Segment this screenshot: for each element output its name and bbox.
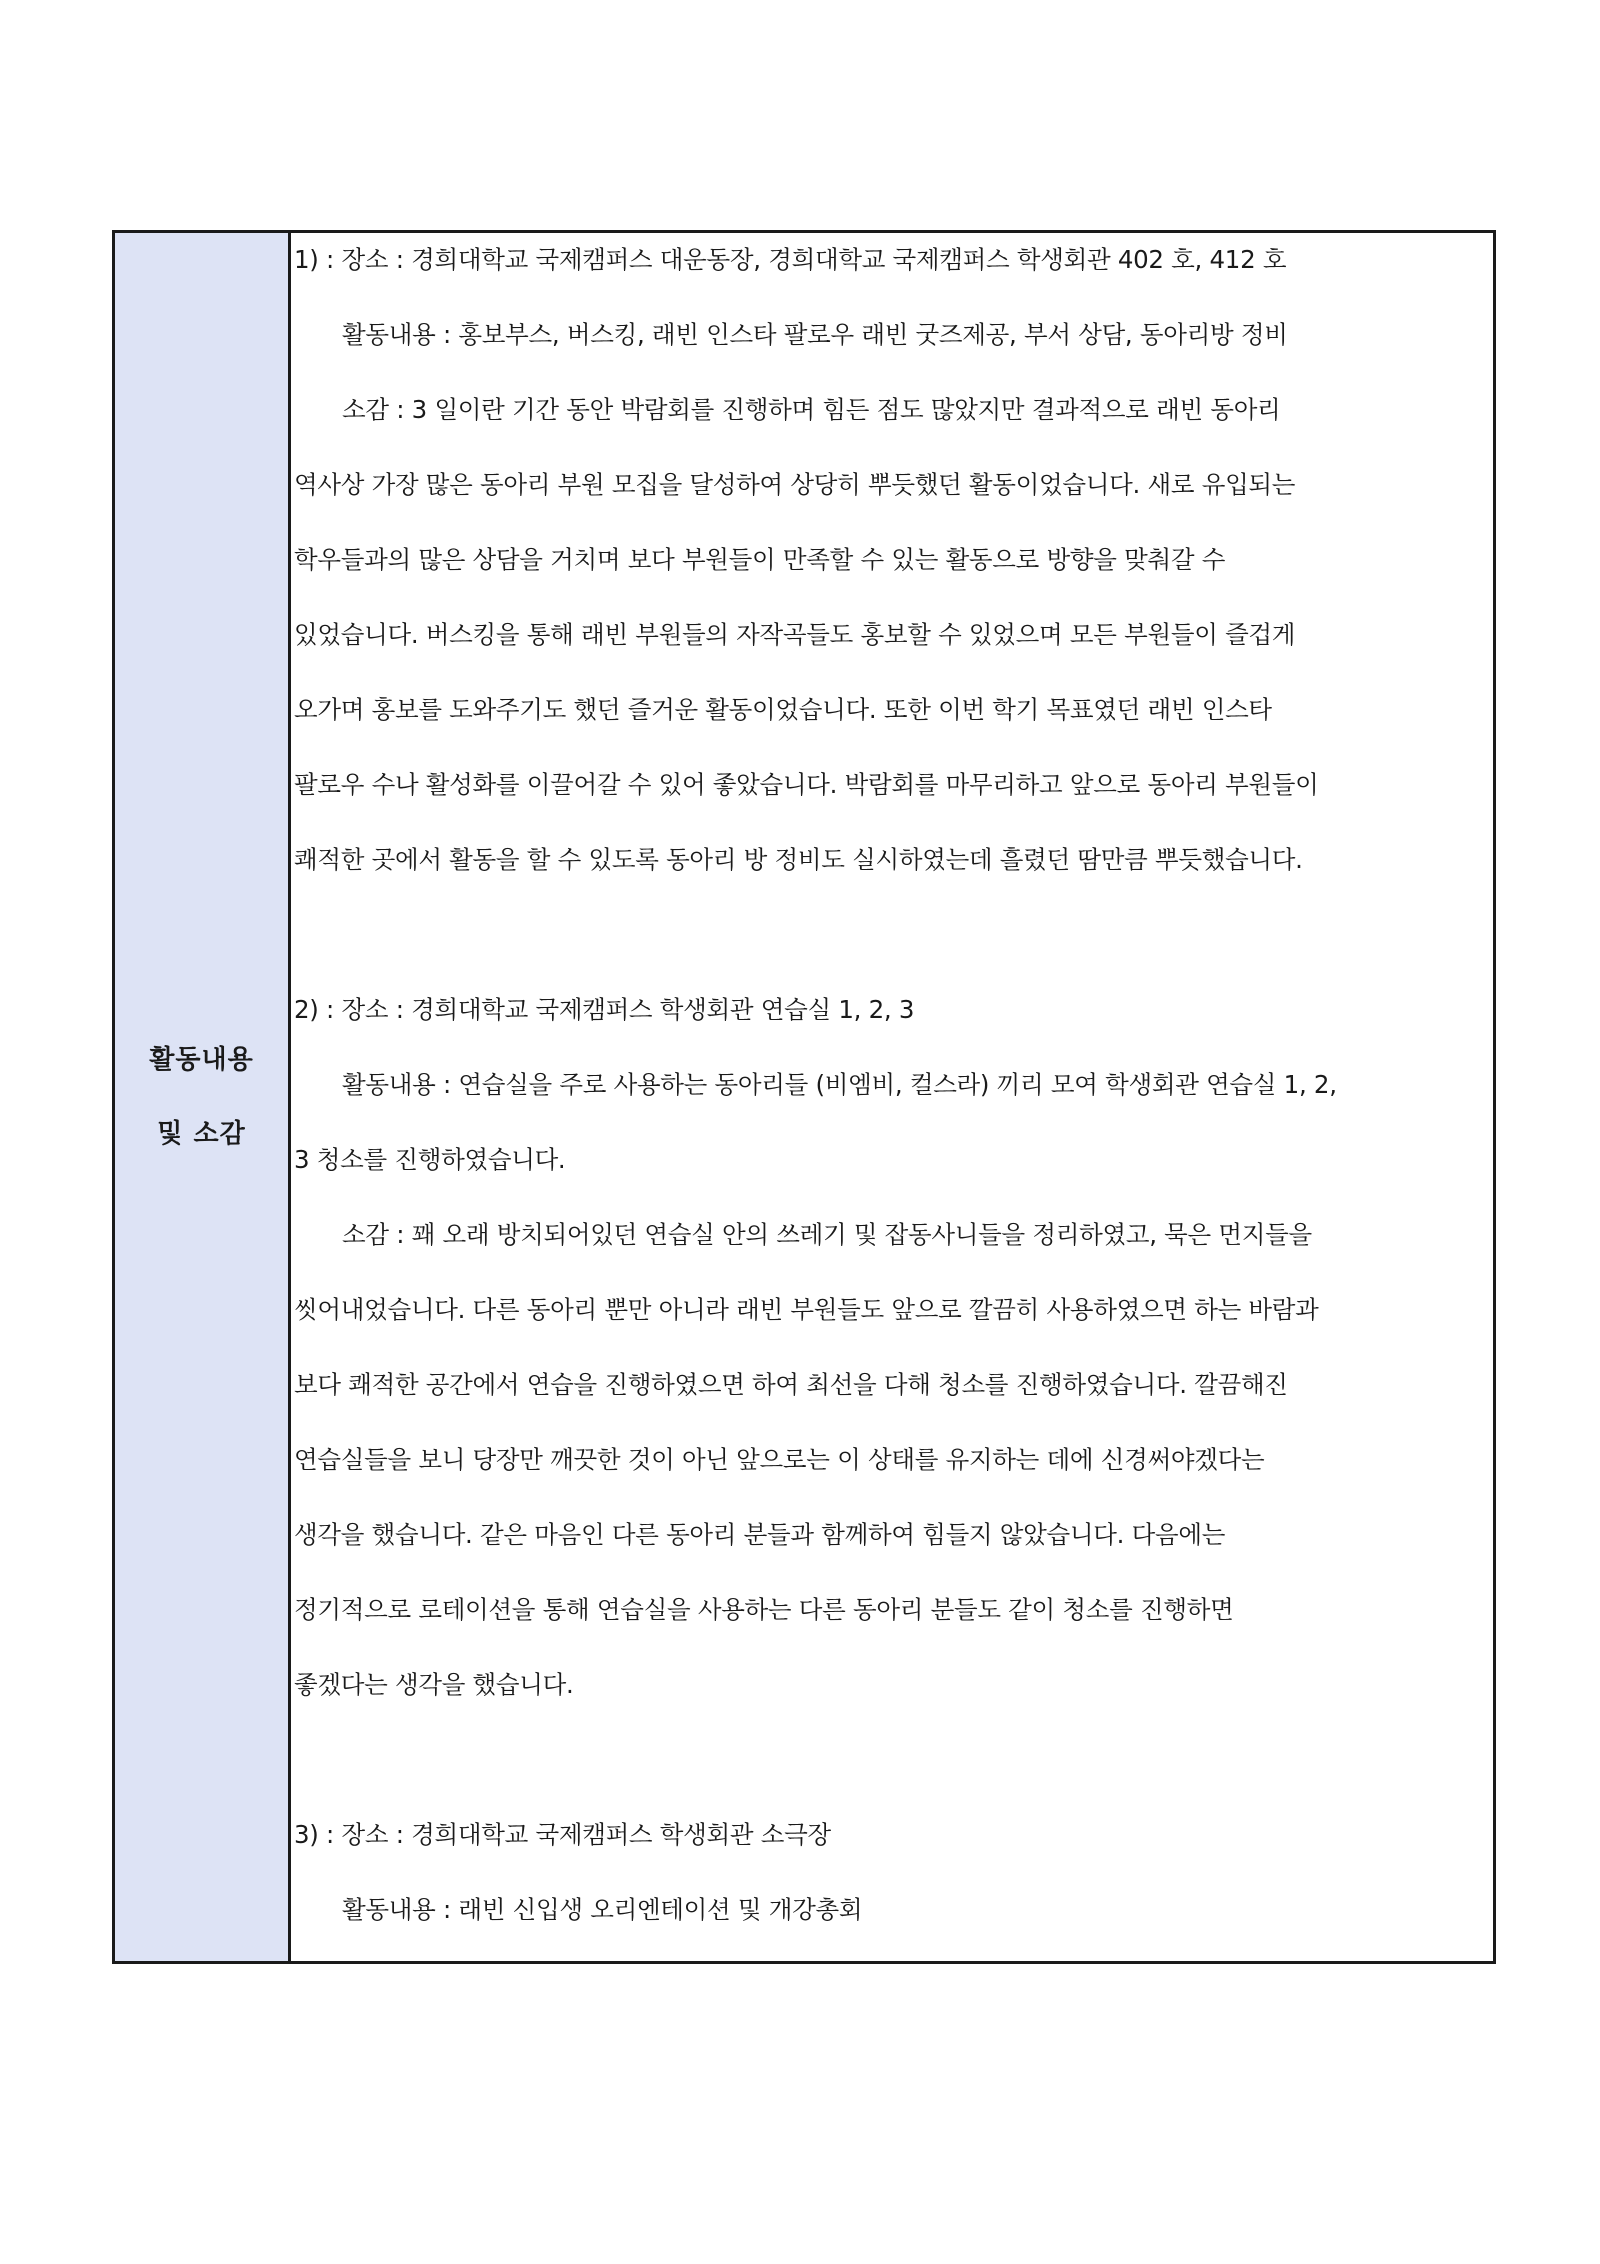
content-line: 역사상 가장 많은 동아리 부원 모집을 달성하여 상당히 뿌듯했던 활동이었습니다. 새로 유입되는 [294, 470, 1296, 499]
content-line: 좋겠다는 생각을 했습니다. [294, 1670, 574, 1699]
activity-content-cell [291, 233, 1493, 1961]
content-line: 쾌적한 곳에서 활동을 할 수 있도록 동아리 방 정비도 실시하였는데 흘렸던 땀만큼 뿌듯했습니다. [294, 845, 1303, 874]
content-line: 3 청소를 진행하였습니다. [294, 1145, 566, 1174]
content-line [294, 910, 1487, 985]
content-line: 생각을 했습니다. 같은 마음인 다른 동아리 분들과 함께하여 힘들지 않았습니다. 다음에는 [294, 1520, 1226, 1549]
section-label-line-2: 및 소감 [157, 1119, 246, 1149]
content-line: 팔로우 수나 활성화를 이끌어갈 수 있어 좋았습니다. 박람회를 마무리하고 앞으로 동아리 부원들이 [294, 770, 1319, 799]
content-line: 학우들과의 많은 상담을 거치며 보다 부원들이 만족할 수 있는 활동으로 방향을 맞춰갈 수 [294, 545, 1226, 574]
content-line: 있었습니다. 버스킹을 통해 래빈 부원들의 자작곡들도 홍보할 수 있었으며 모든 부원들이 즐겁게 [294, 620, 1296, 649]
content-line: 활동내용 : 래빈 신입생 오리엔테이션 및 개강총회 [342, 1895, 863, 1924]
content-line: 연습실들을 보니 당장만 깨끗한 것이 아닌 앞으로는 이 상태를 유지하는 데에 신경써야겠다는 [294, 1445, 1265, 1474]
content-line: 1) : 장소 : 경희대학교 국제캠퍼스 대운동장, 경희대학교 국제캠퍼스 학생회관 402 호, 412 호 [294, 245, 1287, 274]
section-label-line-1: 활동내용 [149, 1045, 254, 1075]
section-label-cell [115, 233, 291, 1961]
content-line: 소감 : 꽤 오래 방치되어있던 연습실 안의 쓰레기 및 잡동사니들을 정리하였고, 묵은 먼지들을 [342, 1220, 1312, 1249]
content-line: 3) : 장소 : 경희대학교 국제캠퍼스 학생회관 소극장 [294, 1820, 831, 1849]
content-line: 2) : 장소 : 경희대학교 국제캠퍼스 학생회관 연습실 1, 2, 3 [294, 995, 915, 1024]
content-line: 소감 : 3 일이란 기간 동안 박람회를 진행하며 힘든 점도 많았지만 결과적으로 래빈 동아리 [342, 395, 1281, 424]
content-line: 활동내용 : 연습실을 주로 사용하는 동아리들 (비엠비, 컬스라) 끼리 모여 학생회관 연습실 1, 2, [342, 1070, 1337, 1099]
activity-report-table [112, 230, 1496, 1964]
content-line [294, 1735, 1487, 1810]
content-line: 보다 쾌적한 공간에서 연습을 진행하였으면 하여 최선을 다해 청소를 진행하였습니다. 깔끔해진 [294, 1370, 1288, 1399]
content-line: 활동내용 : 홍보부스, 버스킹, 래빈 인스타 팔로우 래빈 굿즈제공, 부서 상담, 동아리방 정비 [342, 320, 1288, 349]
content-line: 오가며 홍보를 도와주기도 했던 즐거운 활동이었습니다. 또한 이번 학기 목표였던 래빈 인스타 [294, 695, 1272, 724]
content-line: 정기적으로 로테이션을 통해 연습실을 사용하는 다른 동아리 분들도 같이 청소를 진행하면 [294, 1595, 1234, 1624]
content-line: 씻어내었습니다. 다른 동아리 뿐만 아니라 래빈 부원들도 앞으로 깔끔히 사용하였으면 하는 바람과 [294, 1295, 1319, 1324]
